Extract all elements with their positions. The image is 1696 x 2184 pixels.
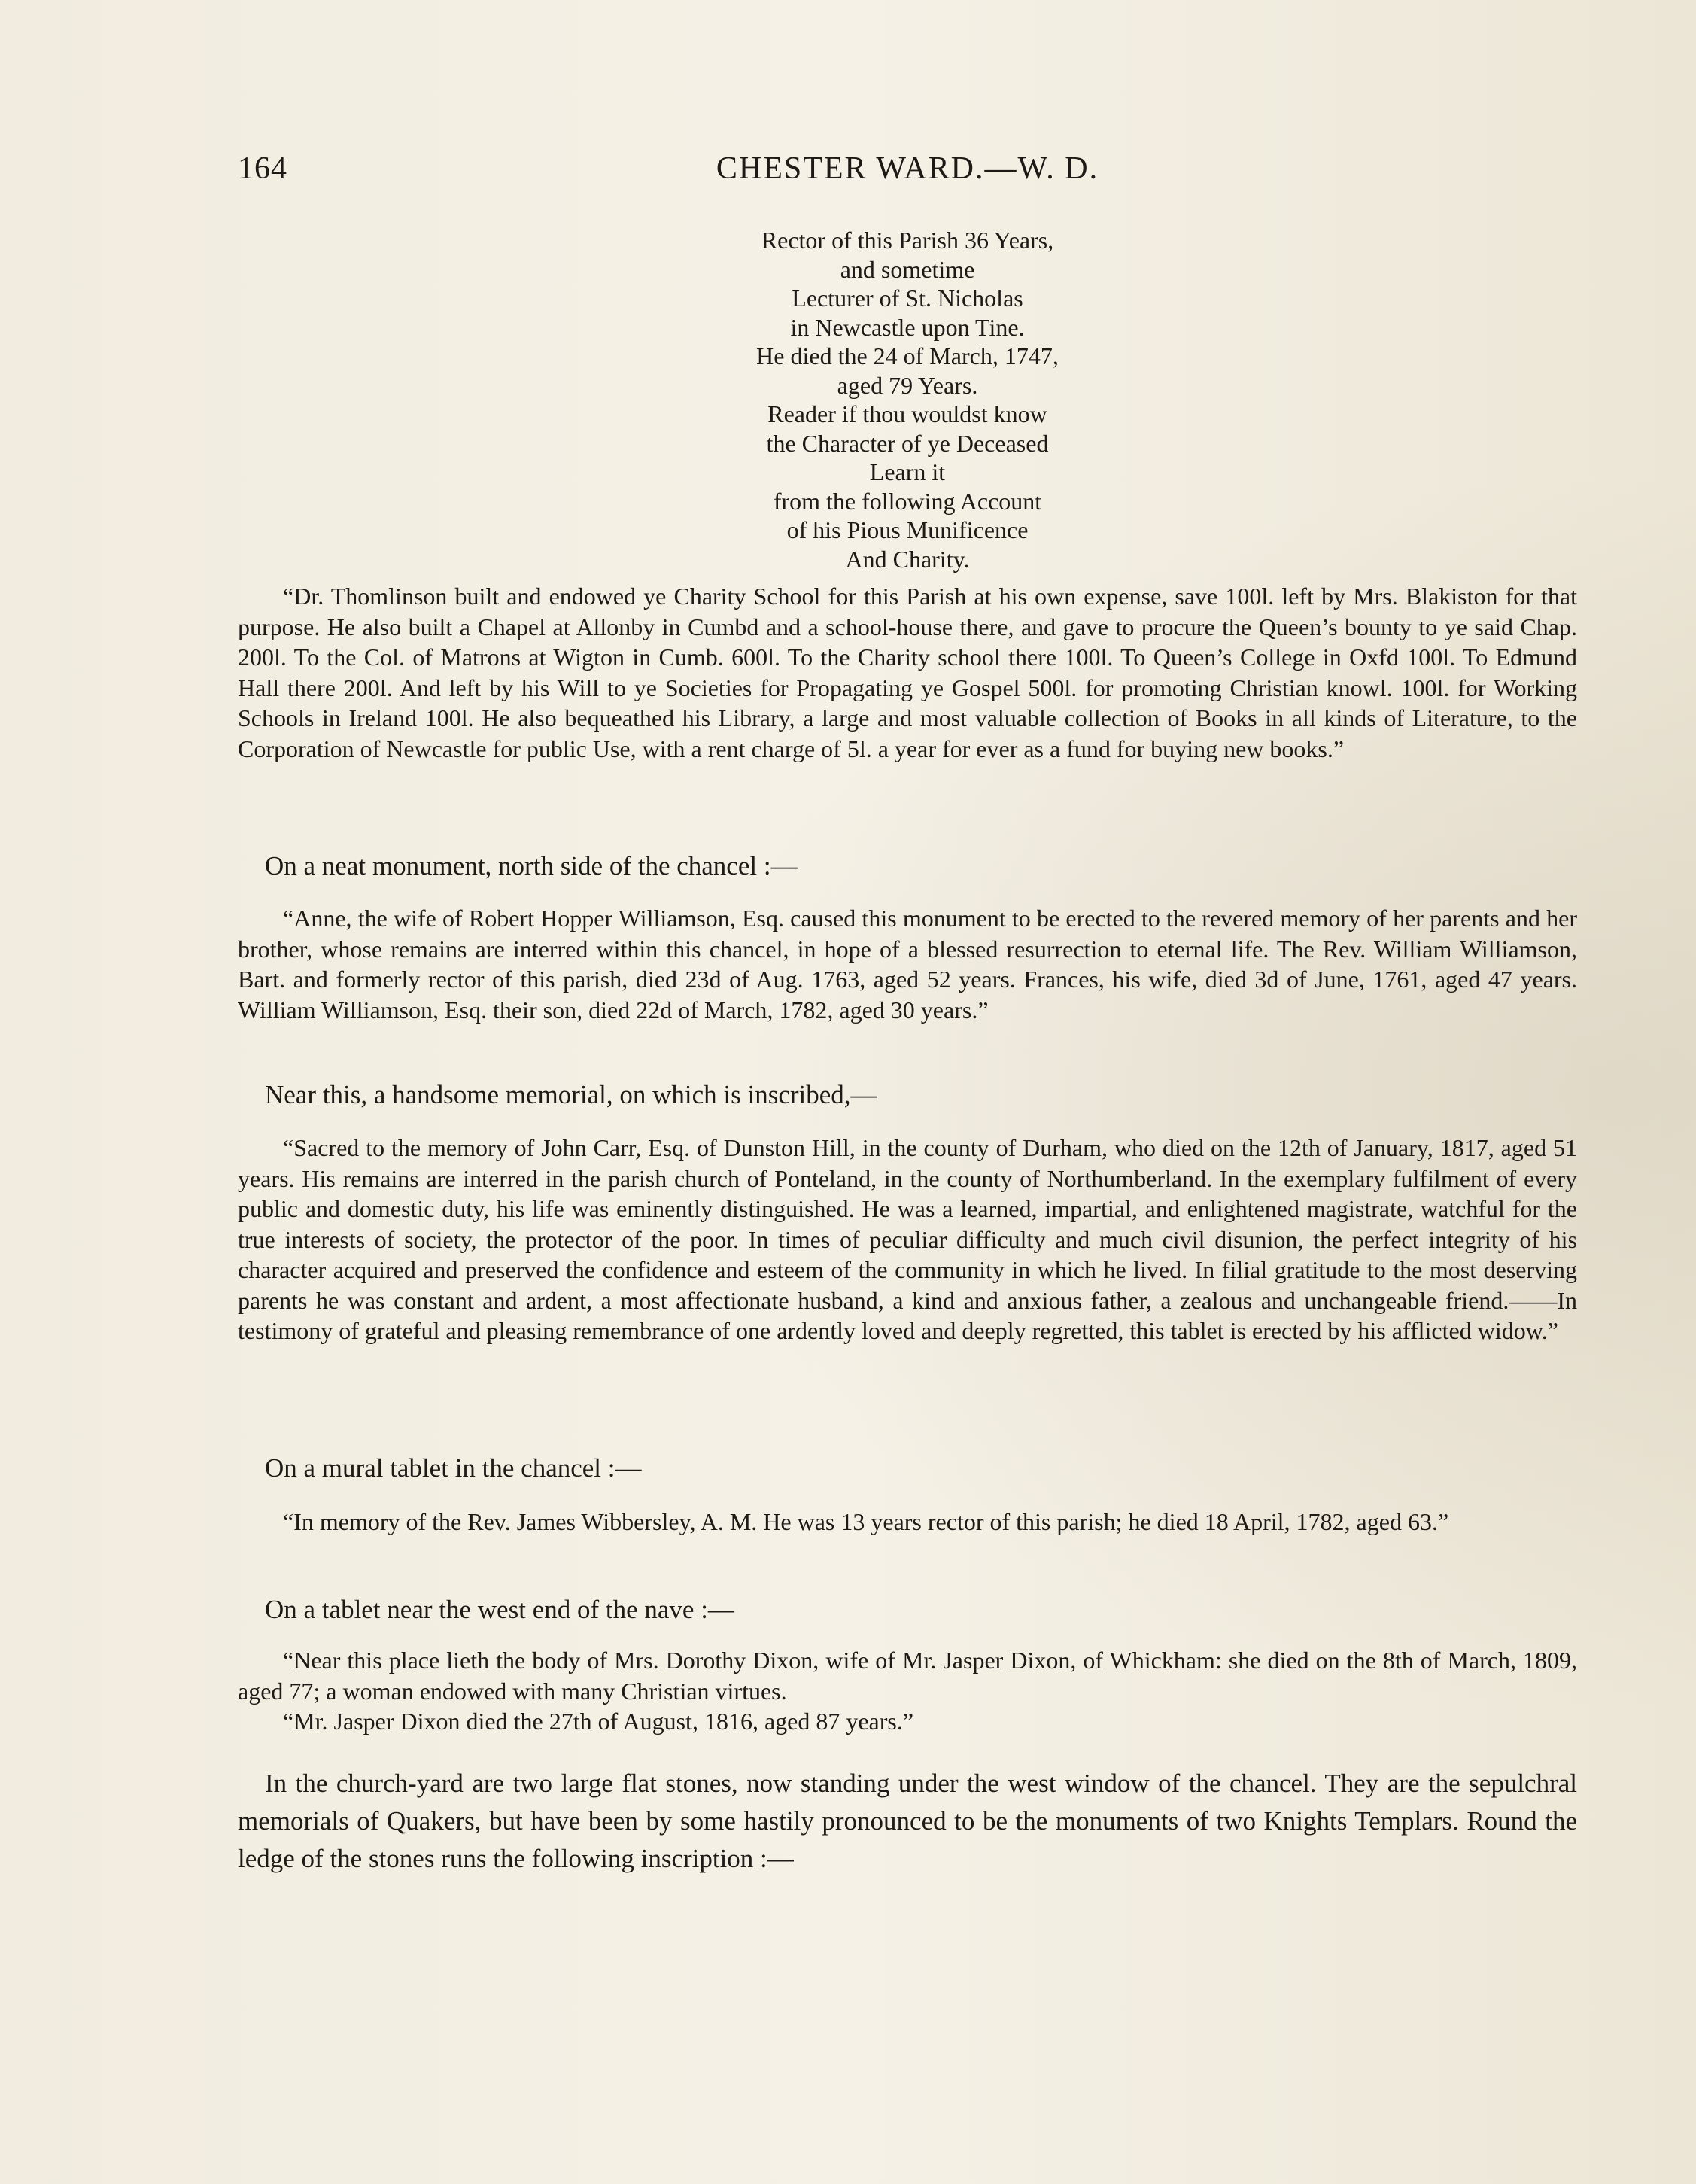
inscription-carr bbox=[238, 1133, 1577, 1346]
inscription-wibbersley bbox=[238, 1507, 1577, 1538]
epitaph-centered-text bbox=[238, 226, 1577, 573]
epitaph-line: Lecturer of St. Nicholas bbox=[792, 284, 1023, 312]
section-caption-west-nave-tablet: On a tablet near the west end of the nave :— bbox=[265, 1595, 734, 1624]
inscription-text: “Anne, the wife of Robert Hopper Williamson, Esq. caused this monument to be erected to the revered memory of her parents and her brother, whose remains are interred within this chancel, in hope of a blessed resurrection to eternal life. The Rev. William Williamson, Bart. and formerly rector of this parish, died 23d of Aug. 1763, aged 52 years. Frances, his wife, died 3d of June, 1761, aged 47 years. William Williamson, Esq. their son, died 22d of March, 1782, aged 30 years.” bbox=[238, 905, 1577, 1024]
page-header bbox=[238, 151, 1577, 196]
closing-paragraph-text: In the church-yard are two large flat stones, now standing under the west window of the chancel. They are the sepulchral memorials of Quakers, but have been by some hastily pronounced to be the monuments of two Knights Templars. Round the ledge of the stones runs the following inscription :— bbox=[238, 1769, 1577, 1873]
epitaph-line: Rector of this Parish 36 Years, bbox=[761, 227, 1054, 254]
epitaph-line: He died the 24 of March, 1747, bbox=[756, 342, 1059, 370]
charity-account bbox=[238, 581, 1577, 764]
epitaph-line: of his Pious Munificence bbox=[786, 516, 1029, 543]
epitaph-line: aged 79 Years. bbox=[837, 371, 978, 399]
inscription-text: “Sacred to the memory of John Carr, Esq. of Dunston Hill, in the county of Durham, who died on the 12th of January, 1817, aged 51 years. His remains are interred in the parish church of Ponteland, in the county of Northumberland. In the exemplary fulfilment of every public and domestic duty, his life was eminently distinguished. He was a learned, impartial, and enlightened magistrate, watchful for the true interests of society, the protector of the poor. In times of peculiar difficulty and much civil disunion, the perfect integrity of his character acquired and preserved the confidence and esteem of the community in which he lived. In filial gratitude to the most deserving parents he was constant and ardent, a most affectionate husband, a kind and anxious father, a zealous and unchangeable friend.——In testimony of grateful and pleasing remembrance of one ardently loved and deeply regretted, this tablet is erected by his afflicted widow.” bbox=[238, 1134, 1577, 1344]
epitaph-line: Learn it bbox=[869, 458, 946, 485]
section-caption-neat-monument: On a neat monument, north side of the chancel :— bbox=[265, 851, 798, 881]
epitaph-line: from the following Account bbox=[773, 487, 1042, 515]
epitaph-line: And Charity. bbox=[845, 545, 970, 573]
epitaph-line: Reader if thou wouldst know bbox=[767, 400, 1047, 427]
inscription-dixon bbox=[238, 1645, 1577, 1737]
page-number: 164 bbox=[238, 151, 287, 186]
epitaph-line: in Newcastle upon Tine. bbox=[790, 313, 1025, 341]
epitaph-line: and sometime bbox=[840, 255, 975, 283]
running-head: CHESTER WARD.—W. D. bbox=[716, 151, 1099, 186]
closing-paragraph bbox=[238, 1765, 1577, 1878]
inscription-williamson bbox=[238, 903, 1577, 1025]
epitaph-line: the Character of ye Deceased bbox=[766, 429, 1049, 457]
charity-account-text: “Dr. Thomlinson built and endowed ye Charity School for this Parish at his own expense, save 100l. left by Mrs. Blakiston for that purpose. He also built a Chapel at Allonby in Cumbd and a school-house there, and gave to procure the Queen’s bounty to ye said Chap. 200l. To the Col. of Matrons at Wigton in Cumb. 600l. To the Charity school there 100l. To Queen’s College in Oxfd 100l. To Edmund Hall there 200l. And left by his Will to ye Societies for Propagating ye Gospel 500l. for promoting Christian knowl. 100l. for Working Schools in Ireland 100l. He also bequeathed his Library, a large and most valuable collection of Books in all kinds of Literature, to the Corporation of Newcastle for public Use, with a rent charge of 5l. a year for ever as a fund for buying new books.” bbox=[238, 583, 1577, 762]
inscription-text: “In memory of the Rev. James Wibbersley, A. M. He was 13 years rector of this parish; he died 18 April, 1782, aged 63.” bbox=[283, 1508, 1449, 1535]
section-caption-mural-tablet: On a mural tablet in the chancel :— bbox=[265, 1453, 642, 1483]
inscription-text: “Mr. Jasper Dixon died the 27th of August, 1816, aged 87 years.” bbox=[283, 1708, 914, 1735]
inscription-text: “Near this place lieth the body of Mrs. Dorothy Dixon, wife of Mr. Jasper Dixon, of Whickham: she died on the 8th of March, 1809, aged 77; a woman endowed with many Christian virtues. bbox=[238, 1647, 1577, 1705]
section-caption-handsome-memorial: Near this, a handsome memorial, on which is inscribed,— bbox=[265, 1080, 877, 1109]
